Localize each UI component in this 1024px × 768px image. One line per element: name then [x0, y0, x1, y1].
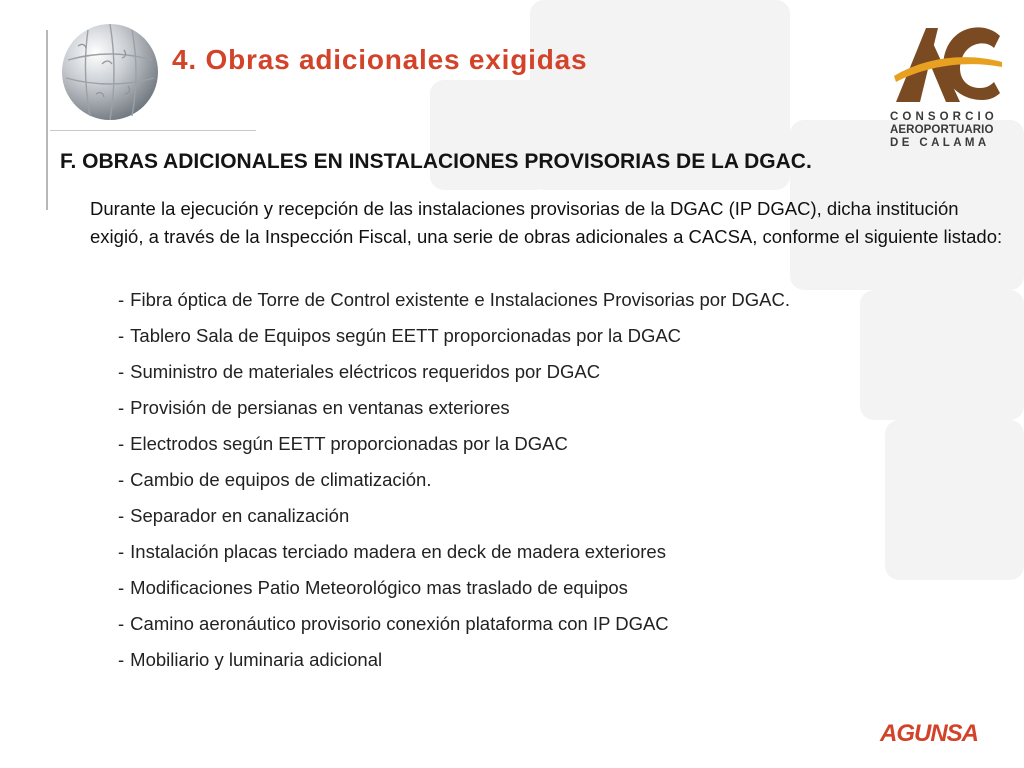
consorcio-logo	[890, 18, 1010, 150]
list-bullet: -	[118, 541, 125, 562]
list-bullet: -	[118, 361, 125, 382]
list-item-text: Suministro de materiales eléctricos requeridos por DGAC	[130, 361, 601, 382]
section-heading: F. OBRAS ADICIONALES EN INSTALACIONES PROVISORIAS DE LA DGAC.	[60, 150, 812, 173]
list-bullet: -	[118, 649, 125, 670]
logo-text-line1: CONSORCIO	[890, 111, 998, 123]
list-item-text: Tablero Sala de Equipos según EETT proporcionadas por la DGAC	[130, 325, 682, 346]
list-item	[118, 358, 790, 394]
list-item	[118, 538, 790, 574]
list-item-text: Separador en canalización	[130, 505, 350, 526]
list-bullet: -	[118, 433, 125, 454]
logo-text-line3: DE CALAMA	[890, 137, 990, 149]
list-bullet: -	[118, 577, 125, 598]
slide-title: 4. Obras adicionales exigidas	[172, 44, 588, 75]
list-bullet: -	[118, 505, 125, 526]
list-item	[118, 466, 790, 502]
divider-vertical	[46, 30, 48, 210]
list-item	[118, 394, 790, 430]
list-item-text: Fibra óptica de Torre de Control existente e Instalaciones Provisorias por DGAC.	[130, 289, 790, 310]
list-item-text: Instalación placas terciado madera en deck de madera exteriores	[130, 541, 666, 562]
list-item	[118, 502, 790, 538]
puzzle-watermark	[860, 290, 1024, 420]
list-bullet: -	[118, 289, 125, 310]
list-item	[118, 286, 790, 322]
list-item	[118, 322, 790, 358]
divider-horizontal	[50, 130, 256, 131]
list-bullet: -	[118, 613, 125, 634]
list-item-text: Mobiliario y luminaria adicional	[130, 649, 383, 670]
list-item-text: Cambio de equipos de climatización.	[130, 469, 432, 490]
list-item-text: Provisión de persianas en ventanas exteriores	[130, 397, 510, 418]
list-item	[118, 430, 790, 466]
list-item	[118, 610, 790, 646]
intro-paragraph: Durante la ejecución y recepción de las instalaciones provisorias de la DGAC (IP DGAC), dicha institución exigió, a través de la Inspección Fiscal, una serie de obras adicionales a CACSA, conforme el siguiente listado:	[90, 198, 1003, 247]
list-bullet: -	[118, 397, 125, 418]
logo-text-line2: AEROPORTUARIO	[890, 124, 994, 136]
list-item-text: Camino aeronáutico provisorio conexión plataforma con IP DGAC	[130, 613, 669, 634]
list-bullet: -	[118, 325, 125, 346]
list-item-text: Electrodos según EETT proporcionadas por la DGAC	[130, 433, 568, 454]
list-item	[118, 646, 790, 682]
list-item	[118, 574, 790, 610]
puzzle-watermark	[885, 420, 1024, 580]
agunsa-logo: AGUNSA	[880, 720, 979, 747]
additional-works-list	[118, 286, 790, 682]
list-item-text: Modificaciones Patio Meteorológico mas traslado de equipos	[130, 577, 628, 598]
puzzle-globe-image	[58, 20, 162, 124]
ac-logo-mark	[890, 18, 1005, 106]
list-bullet: -	[118, 469, 125, 490]
